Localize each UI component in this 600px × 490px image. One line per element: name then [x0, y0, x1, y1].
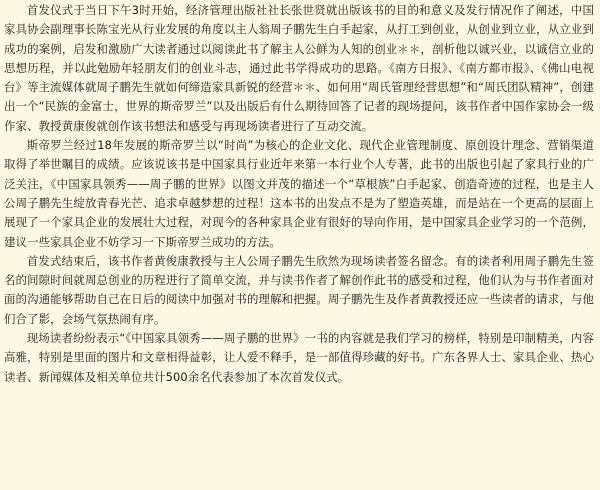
article-paragraph-1: 首发仪式于当日下午3时开始，经济管理出版社社长张世贤就出版该书的目的和意义及发行情况作了阐述，中国家具协会副理事长陈宝光从行业发展的角度以主人翁周子鹏先生白手起家，从打工到创业，从创业到立业，从立业到成功的案例，启发和激励广大读者通过以阅读此书了解主人公鲜为人知的创业＊＊，剖析他以诚兴业，以诚信立业的思想历程，并以此勉励年轻朋友们的创业斗志，通过此书学得成功的思路。《南方日报》、《南方都市报》、《佛山电视台》等主流媒体就周子鹏先生就如何缔造家具新锐的经营＊＊、如何用“周氏管理经营思想”和“周氏团队精神”，创建出一个“民族的金富士，世界的斯帝罗兰”以及出版后有什么期待回答了记者的现场提问，该书作者中国作家协会一级作家、教授黄康俊就创作该书想法和感受与再现场读者进行了互动交流。: [4, 3, 594, 133]
article-paragraph-3: 首发式结束后，该书作者黄俊康教授与主人公周子鹏先生欣然为现场读者签名留念。有的读者利用周子鹏先生签名的间隙时间就周总创业的历程进行了简单交流，并与读书作者了解创作此书的感受和过程，他们认为与书作者面对面的沟通能够帮助自己在日后的阅读中加强对书的理解和把握。周子鹏先生及作者黄教授还应一些读者的请求，与他们合了影，会场气氛热闹有序。: [4, 253, 594, 326]
article-paragraph-4: 现场读者纷纷表示“《中国家具领秀——周子鹏的世界》一书的内容就是我们学习的榜样，特别是印制精美，内容高雅，特别是里面的图片和文章相得益彰，让人爱不释手，是一部值得珍藏的好书。广东各界人士、家具企业、热心读者、新闻媒体及相关单位共计500余名代表参加了本次首发仪式。: [4, 331, 594, 384]
article-paragraph-2: 斯帝罗兰经过18年发展的斯帝罗兰以“时尚”为核心的企业文化、现代企业管理制度、原创设计理念、营销渠道取得了举世瞩目的成绩。应该说该书是中国家具行业近年来第一本行业个人专著，此书的出版也引起了家具行业的广泛关注，《中国家具领秀——周子鹏的世界》以图文并茂的描述一个“草根族”白手起家、创造奇迹的过程，也是主人公周子鹏先生绽放青春光芒、追求卓越梦想的过程！这本书的出发点不是为了塑造英雄，而是站在一个更高的层面上展现了一个家具企业的发展壮大过程，对现今的各种家具企业有很好的导向作用，是中国家具企业学习的一个范例，建议一些家具企业不妨学习一下斯帝罗兰成功的方法。: [4, 138, 594, 249]
